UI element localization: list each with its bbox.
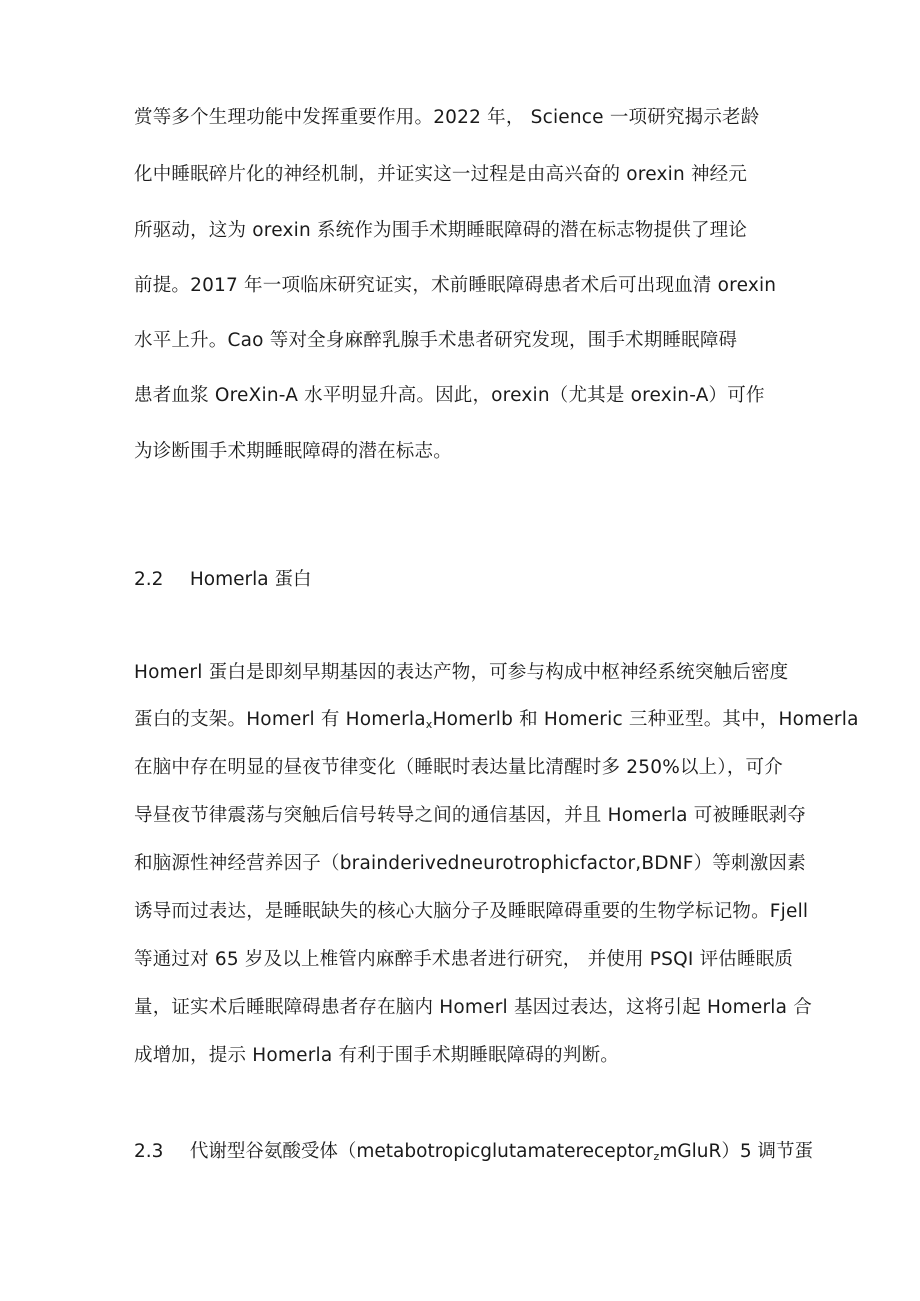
- text-line: 诱导而过表达，是睡眠缺失的核心大脑分子及睡眠障碍重要的生物学标记物。Fjell: [134, 901, 809, 922]
- text-line: 和脑源性神经营养因子（brainderivedneurotrophicfactor,BDNF）等刺激因素: [134, 853, 806, 874]
- text-line: 为诊断围手术期睡眠障碍的潜在标志。: [134, 441, 452, 462]
- text-line: 患者血浆 OreXin-A 水平明显升高。因此，orexin（尤其是 orexin-A）可作: [134, 385, 765, 406]
- section-number: 2.2: [134, 569, 164, 590]
- text-segment: Homerlb 和 Homeric 三种亚型。其中，Homerla: [432, 709, 859, 730]
- section-title-continued: mGluR）5 调节蛋: [659, 1141, 814, 1162]
- text-line: Homerl 蛋白是即刻早期基因的表达产物，可参与构成中枢神经系统突触后密度: [134, 662, 789, 683]
- text-line: 量，证实术后睡眠障碍患者存在脑内 Homerl 基因过表达，这将引起 Homerla 合: [134, 997, 812, 1018]
- section-number: 2.3: [134, 1141, 164, 1162]
- text-line: 成增加，提示 Homerla 有利于围手术期睡眠障碍的判断。: [134, 1045, 619, 1066]
- text-line: 水平上升。Cao 等对全身麻醉乳腺手术患者研究发现，围手术期睡眠障碍: [134, 330, 738, 351]
- text-line: 在脑中存在明显的昼夜节律变化（睡眠时表达量比清醒时多 250%以上），可介: [134, 757, 783, 778]
- text-segment: 蛋白的支架。Homerl 有 Homerla: [134, 709, 426, 730]
- text-line: 赏等多个生理功能中发挥重要作用。2022 年， Science 一项研究揭示老龄: [134, 107, 760, 128]
- text-line: 前提。2017 年一项临床研究证实，术前睡眠障碍患者术后可出现血清 orexin: [134, 275, 777, 296]
- text-line: 导昼夜节律震荡与突触后信号转导之间的通信基因，并且 Homerla 可被睡眠剥夺: [134, 805, 806, 826]
- section-heading-2-2: [134, 567, 312, 593]
- subscript: z: [653, 1150, 660, 1163]
- text-line: 等通过对 65 岁及以上椎管内麻醉手术患者进行研究， 并使用 PSQI 评估睡眠质: [134, 949, 794, 970]
- subscript: x: [425, 718, 433, 731]
- text-line: 所驱动，这为 orexin 系统作为围手术期睡眠障碍的潜在标志物提供了理论: [134, 220, 748, 241]
- text-line: 化中睡眠碎片化的神经机制，并证实这一过程是由高兴奋的 orexin 神经元: [134, 164, 748, 185]
- text-line: [134, 707, 859, 738]
- section-heading-2-3: [134, 1139, 813, 1170]
- section-title: Homerla 蛋白: [189, 569, 312, 590]
- section-title: 代谢型谷氨酸受体（metabotropicglutamatereceptor: [189, 1141, 654, 1162]
